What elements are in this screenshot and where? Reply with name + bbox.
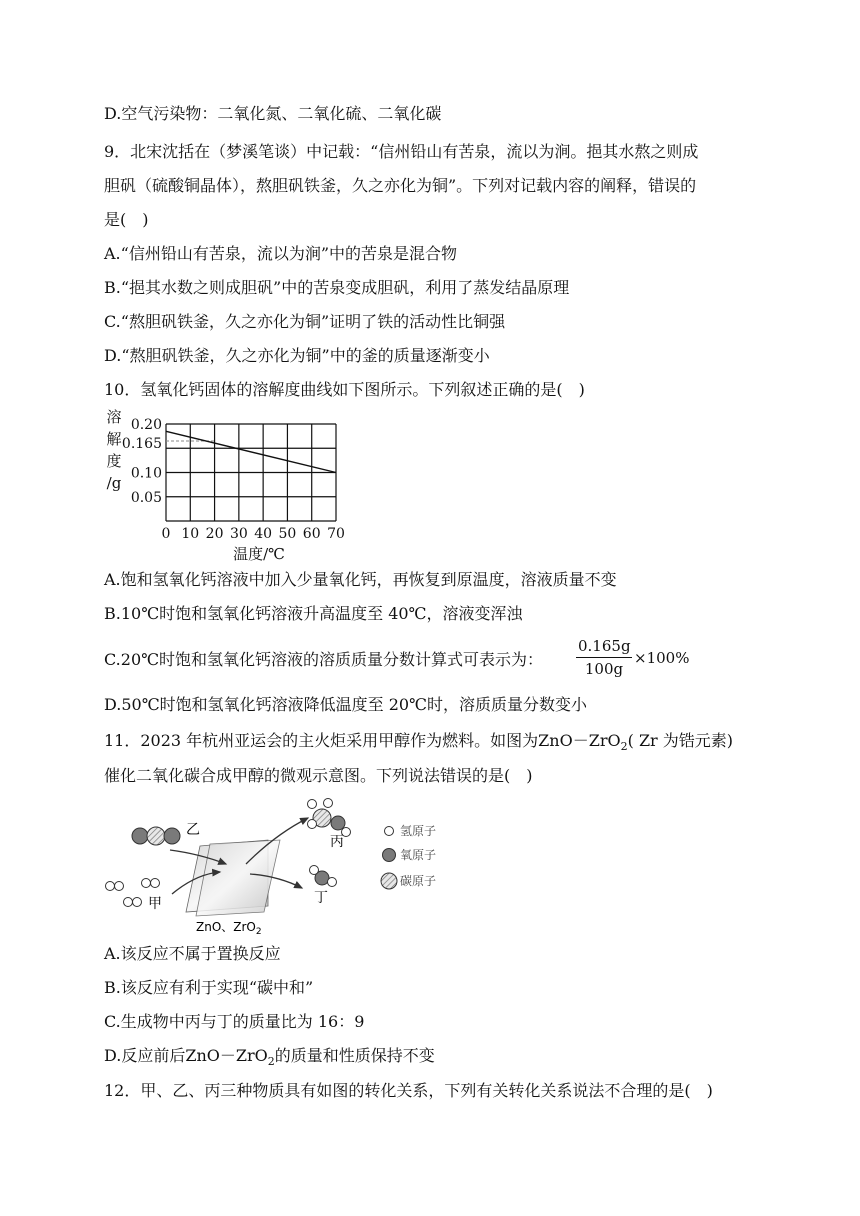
question-11-option-a: A.该反应不属于置换反应 (104, 944, 281, 963)
question-9-text: 胆矾（硫酸铜晶体），熬胆矾铁釜，久之亦化为铜”。下列对记载内容的阐释，错误的 (104, 176, 697, 195)
text-run: 11．2023 年杭州亚运会的主火炬采用甲醇作为燃料。如图为 (104, 731, 539, 750)
solubility-curve (166, 431, 336, 472)
fraction-bar (576, 657, 632, 658)
y-tick-label: 0.05 (130, 489, 162, 506)
question-9-option-a: A.“信州铅山有苦泉，流以为涧”中的苦泉是混合物 (104, 244, 458, 263)
label-yi: 乙 (186, 822, 200, 838)
legend-label: 氢原子 (400, 824, 437, 838)
label-bing: 丙 (330, 834, 344, 850)
formula-subscript: 2 (620, 740, 628, 754)
x-tick-label: 50 (278, 526, 297, 542)
formula (538, 731, 628, 754)
question-10-option-b: B.10℃时饱和氢氧化钙溶液升高温度至 40℃，溶液变浑浊 (104, 604, 523, 623)
catalyst-label (196, 920, 262, 937)
x-tick-label: 10 (181, 526, 200, 542)
text-run: D.反应前后 (104, 1046, 186, 1065)
fraction-numerator: 0.165g (578, 637, 631, 655)
text-run: ( Zr 为锆元素) (627, 731, 734, 750)
co2-molecule (132, 827, 180, 845)
label-ding: 丁 (314, 890, 328, 906)
formula (185, 1046, 275, 1069)
question-10-option-a: A.饱和氢氧化钙溶液中加入少量氧化钙，再恢复到原温度，溶液质量不变 (104, 570, 617, 589)
text-run: 的质量和性质保持不变 (274, 1046, 435, 1065)
question-11-text: 催化二氧化碳合成甲醇的微观示意图。下列说法错误的是( ) (104, 766, 533, 785)
question-9-text: 9．北宋沈括在（梦溪笔谈）中记载：“信州铅山有苦泉，流以为涧。挹其水熬之则成 (104, 142, 699, 161)
reaction-diagram (100, 794, 480, 944)
question-12-text: 12．甲、乙、丙三种物质具有如图的转化关系，下列有关转化关系说法不合理的是( ) (104, 1081, 713, 1100)
question-9-option-c: C.“熬胆矾铁釜，久之亦化为铜”证明了铁的活动性比铜强 (104, 312, 506, 331)
y-axis-label: 解 (106, 430, 122, 448)
carbon-atom-icon (381, 873, 397, 889)
question-10-text: 10．氢氧化钙固体的溶解度曲线如下图所示。下列叙述正确的是( ) (104, 380, 585, 399)
question-11-option-c: C.生成物中丙与丁的质量比为 16：9 (104, 1012, 365, 1031)
question-11-option-d (104, 1046, 435, 1072)
option-line: D.空气污染物：二氧化氮、二氧化硫、二氧化碳 (104, 104, 442, 123)
x-tick-label: 60 (302, 526, 321, 542)
formula-main: ZnO－ZrO (538, 731, 621, 750)
x-axis-label: 温度/℃ (233, 545, 285, 563)
y-tick-label: 0.10 (130, 465, 162, 482)
fraction-denominator: 100g (584, 660, 624, 678)
y-tick-label: 0.165 (121, 435, 162, 452)
x-tick-label: 30 (229, 526, 248, 542)
x-tick-label: 20 (205, 526, 224, 542)
x-tick-label: 0 (161, 526, 171, 542)
y-axis-label: /g (106, 474, 122, 492)
question-10-option-d: D.50℃时饱和氢氧化钙溶液降低温度至 20℃时，溶质质量分数变小 (104, 695, 587, 714)
question-10-option-c: C.20℃时饱和氢氧化钙溶液的溶质质量分数计算式可表示为： (104, 650, 544, 669)
question-11-option-b: B.该反应有利于实现“碳中和” (104, 978, 314, 997)
legend (381, 824, 436, 889)
formula-subscript: 2 (267, 1055, 275, 1069)
catalyst-text: ZnO、ZrO (196, 920, 256, 934)
formula-main: ZnO－ZrO (185, 1046, 268, 1065)
hydrogen-atom-icon (385, 827, 394, 836)
water-molecule (310, 866, 337, 887)
y-axis-label: 度 (106, 452, 122, 470)
x-tick-label: 70 (327, 526, 345, 542)
question-9-option-b: B.“挹其水数之则成胆矾”中的苦泉变成胆矾，利用了蒸发结晶原理 (104, 278, 570, 297)
y-axis-label: 溶 (106, 408, 122, 426)
methanol-molecule (308, 799, 351, 837)
label-jia: 甲 (148, 896, 162, 912)
x-tick-label: 40 (254, 526, 273, 542)
catalyst-subscript: 2 (255, 927, 262, 937)
solubility-chart (100, 404, 360, 564)
legend-label: 碳原子 (400, 874, 437, 888)
question-9-text: 是( ) (104, 210, 149, 229)
y-tick-label: 0.20 (130, 417, 162, 433)
fraction-tail: ×100% (634, 649, 690, 667)
question-9-option-d: D.“熬胆矾铁釜，久之亦化为铜”中的釜的质量逐渐变小 (104, 346, 490, 365)
oxygen-atom-icon (383, 849, 396, 862)
question-11-text (104, 731, 733, 757)
legend-label: 氧原子 (400, 848, 437, 862)
